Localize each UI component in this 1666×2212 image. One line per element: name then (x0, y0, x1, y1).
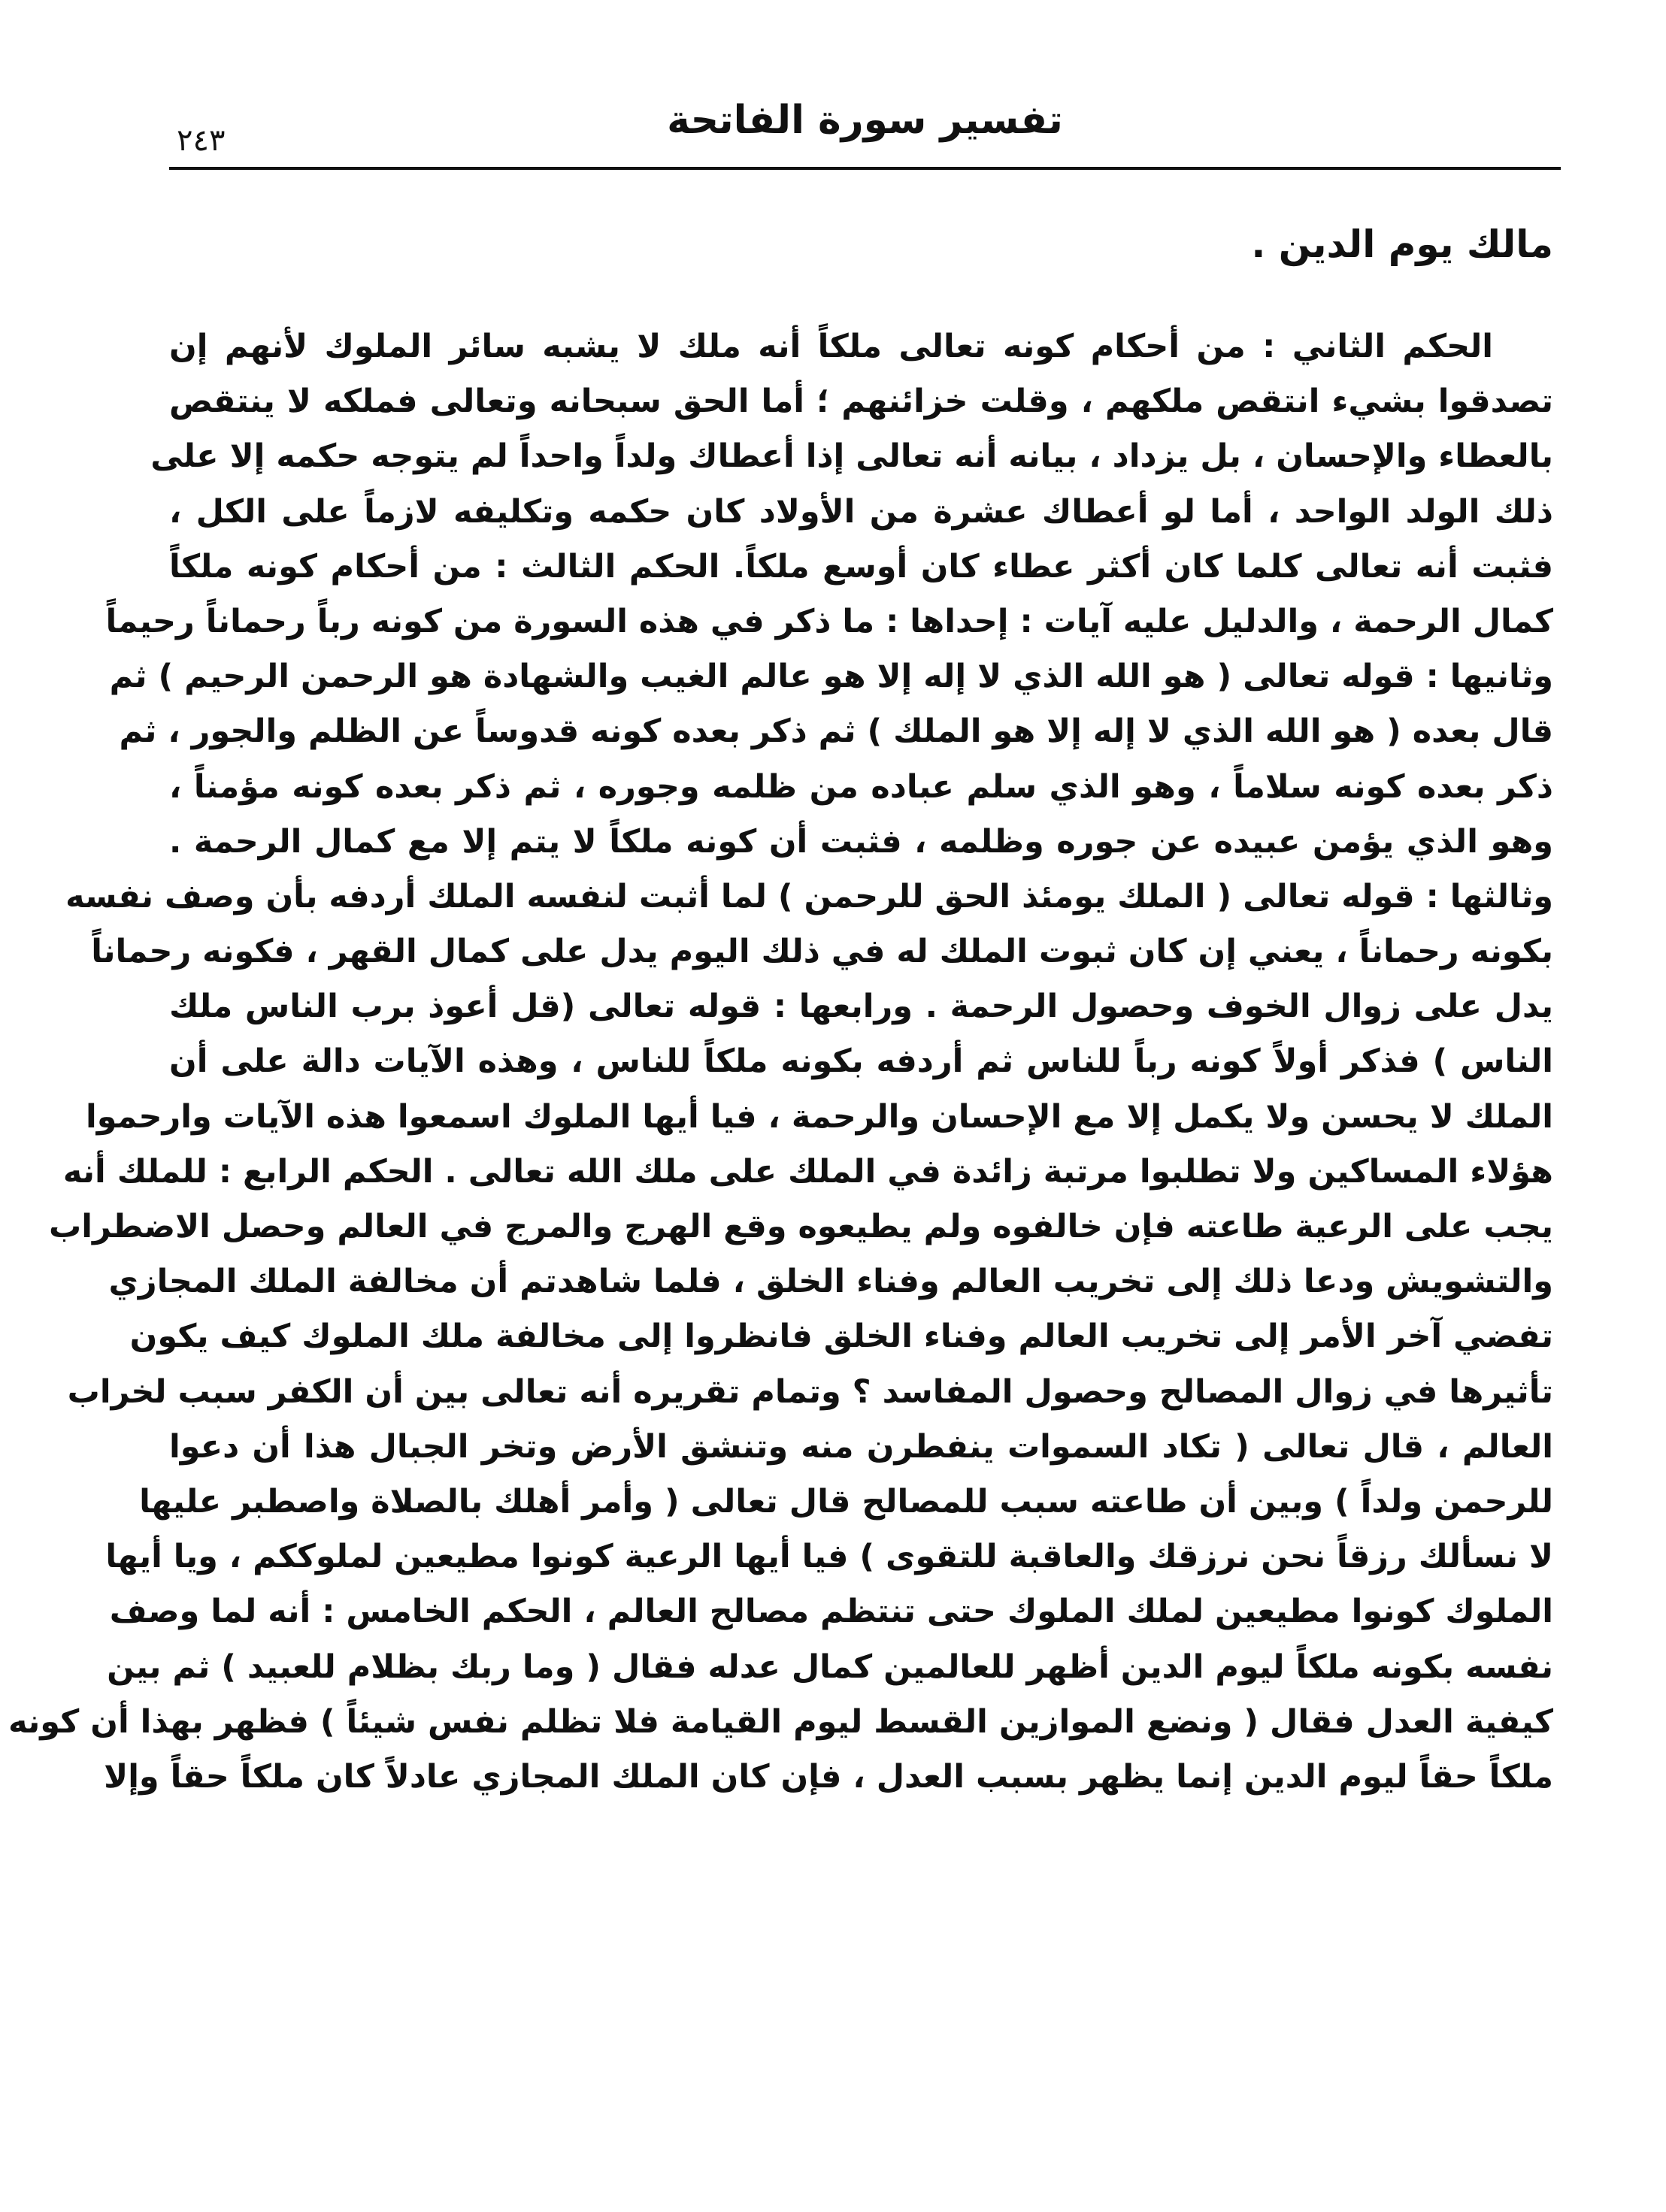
text-line: الناس ) فذكر أولاً كونه رباً للناس ثم أردفه بكونه ملكاً للناس ، وهذه الآيات دالة على أن (169, 1042, 1553, 1081)
text-line: ذلك الولد الواحد ، أما لو أعطاك عشرة من الأولاد كان حكمه وتكليفه لازماً على الكل ، (169, 492, 1553, 531)
text-line: بالعطاء والإحسان ، بل يزداد ، بيانه أنه تعالى إذا أعطاك ولداً واحداً لم يتوجه حكمه إلا على (150, 437, 1553, 476)
text-line: يدل على زوال الخوف وحصول الرحمة . ورابعها : قوله تعالى (قل أعوذ برب الناس ملك (169, 988, 1553, 1026)
body-text (8, 319, 1553, 1805)
text-line: وثانيها : قوله تعالى ( هو الله الذي لا إله إلا هو عالم الغيب والشهادة هو الرحمن الرحيم ) ثم (109, 658, 1553, 696)
text-line: لا نسألك رزقاً نحن نرزقك والعاقبة للتقوى ) فيا أيها الرعية كونوا مطيعين لملوككم ، ويا أيها (105, 1538, 1553, 1576)
text-line: قال بعده ( هو الله الذي لا إله إلا هو الملك ) ثم ذكر بعده كونه قدوساً عن الظلم والجور ، ثم (119, 713, 1553, 751)
text-line: كمال الرحمة ، والدليل عليه آيات : إحداها : ما ذكر في هذه السورة من كونه رباً رحماناً رحيماً (105, 602, 1553, 640)
text-line: كيفية العدل فقال ( ونضع الموازين القسط ليوم القيامة فلا تظلم نفس شيئاً ) فظهر بهذا أن كونه (8, 1702, 1553, 1741)
opening-line: مالك يوم الدين . (1251, 222, 1553, 266)
text-line: نفسه بكونه ملكاً ليوم الدين أظهر للعالمين كمال عدله فقال ( وما ربك بظلام للعبيد ) ثم بين (107, 1648, 1553, 1686)
running-title: تفسير سورة الفاتحة (667, 98, 1063, 143)
text-line: للرحمن ولداً ) وبين أن طاعته سبب للمصالح قال تعالى ( وأمر أهلك بالصلاة واصطبر عليها (139, 1482, 1553, 1521)
text-line: وثالثها : قوله تعالى ( الملك يومئذ الحق للرحمن ) لما أثبت لنفسه الملك أردفه بأن وصف نفسه (65, 877, 1553, 915)
page-number: ٢٤٣ (177, 123, 226, 158)
text-line: الحكم الثاني : من أحكام كونه تعالى ملكاً أنه ملك لا يشبه سائر الملوك لأنهم إن (169, 328, 1493, 365)
text-line: العالم ، قال تعالى ( تكاد السموات ينفطرن منه وتنشق الأرض وتخر الجبال هذا أن دعوا (169, 1427, 1553, 1466)
text-line: ذكر بعده كونه سلاماً ، وهو الذي سلم عباده من ظلمه وجوره ، ثم ذكر بعده كونه مؤمناً ، (169, 767, 1553, 806)
text-line: الملك لا يحسن ولا يكمل إلا مع الإحسان والرحمة ، فيا أيها الملوك اسمعوا هذه الآيات وارحموا (85, 1097, 1553, 1136)
text-line: تفضي آخر الأمر إلى تخريب العالم وفناء الخلق فانظروا إلى مخالفة ملك الملوك كيف يكون (129, 1318, 1553, 1356)
text-line: تصدقوا بشيء انتقص ملكهم ، وقلت خزائنهم ؛ أما الحق سبحانه وتعالى فملكه لا ينتقص (169, 383, 1553, 421)
text-line: والتشويش ودعا ذلك إلى تخريب العالم وفناء الخلق ، فلما شاهدتم أن مخالفة الملك المجازي (108, 1263, 1553, 1301)
text-line: تأثيرها في زوال المصالح وحصول المفاسد ؟ وتمام تقريره أنه تعالى بين أن الكفر سبب لخراب (67, 1372, 1553, 1411)
text-line: ملكاً حقاً ليوم الدين إنما يظهر بسبب العدل ، فإن كان الملك المجازي عادلاً كان ملكاً حقاً وإلا (104, 1757, 1553, 1796)
text-line: فثبت أنه تعالى كلما كان أكثر عطاء كان أوسع ملكاً. الحكم الثالث : من أحكام كونه ملكاً (169, 547, 1553, 586)
text-line: بكونه رحماناً ، يعني إن كان ثبوت الملك له في ذلك اليوم يدل على كمال القهر ، فكونه رحماناً (91, 933, 1553, 971)
header-rule (169, 167, 1561, 170)
page-header (169, 90, 1561, 158)
text-line: وهو الذي يؤمن عبيده عن جوره وظلمه ، فثبت أن كونه ملكاً لا يتم إلا مع كمال الرحمة . (169, 822, 1553, 861)
text-line: الملوك كونوا مطيعين لملك الملوك حتى تنتظم مصالح العالم ، الحكم الخامس : أنه لما وصف (109, 1593, 1553, 1631)
text-line: يجب على الرعية طاعته فإن خالفوه ولم يطيعوه وقع الهرج والمرج في العالم وحصل الاضطراب (49, 1208, 1553, 1245)
text-line: هؤلاء المساكين ولا تطلبوا مرتبة زائدة في الملك على ملك الله تعالى . الحكم الرابع : للملك أنه (62, 1152, 1553, 1191)
